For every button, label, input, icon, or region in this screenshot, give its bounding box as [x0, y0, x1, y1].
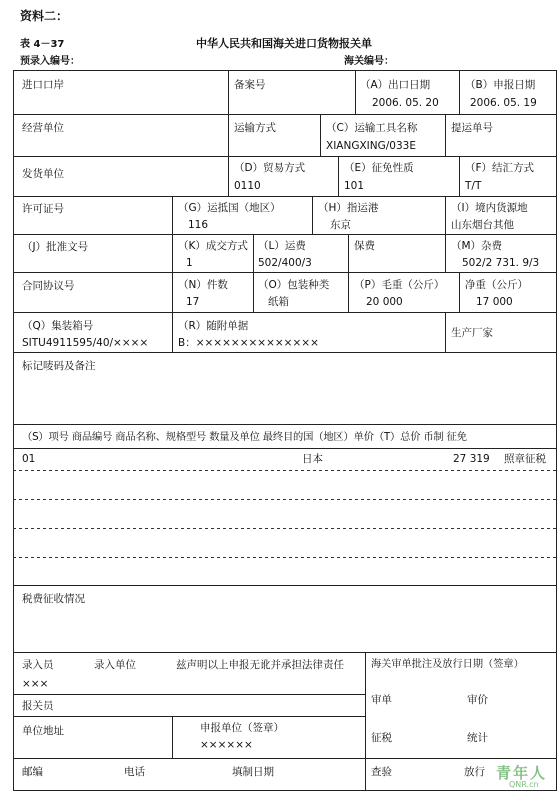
statistics-label: 统计 — [467, 732, 488, 744]
watermark-logo: 青年人 — [496, 764, 548, 782]
record-number-label: 备案号 — [234, 79, 266, 91]
net-weight-label: 净重（公斤） — [465, 279, 528, 291]
export-date-label: （A）出口日期 — [360, 79, 431, 91]
form-title: 中华人民共和国海关进口货物报关单 — [196, 37, 372, 50]
postcode-label: 邮编 — [22, 766, 43, 778]
destination-port-value: 东京 — [330, 219, 351, 231]
gross-weight-value: 20 000 — [366, 296, 403, 308]
declare-date-label: （B）申报日期 — [465, 79, 536, 91]
fill-date-label: 填制日期 — [232, 766, 274, 778]
declaration-statement: 兹声明以上申报无讹并承担法律责任 — [176, 659, 344, 671]
marks-remarks-label: 标记唛码及备注 — [22, 360, 96, 372]
consignee-unit-label: 发货单位 — [22, 168, 64, 180]
net-weight-value: 17 000 — [476, 296, 513, 308]
customs-number-label: 海关编号： — [344, 56, 394, 67]
goods-table-header: （S）项号 商品编号 商品名称、规格型号 数量及单位 最终目的国（地区）单价（T）总价 币制 征免 — [22, 431, 467, 443]
entry-person-label: 录入员 — [22, 659, 54, 671]
goods-source-value: 山东烟台其他 — [451, 219, 514, 231]
business-unit-label: 经营单位 — [22, 122, 64, 134]
container-number-label: （Q）集装箱号 — [22, 320, 94, 332]
transport-mode-label: 运输方式 — [234, 122, 276, 134]
destination-country-value: 116 — [188, 219, 209, 231]
attached-docs-value: B：×××××××××××××× — [178, 337, 319, 349]
release-label: 放行 — [464, 766, 485, 778]
destination-country-label: （G）运抵国（地区） — [178, 202, 281, 214]
misc-fee-label: （M）杂费 — [451, 240, 503, 252]
declare-unit-mask: ×××××× — [200, 739, 253, 751]
container-number-value: SITU4911595/40/×××× — [22, 337, 149, 349]
inspection-label: 查验 — [371, 766, 392, 778]
package-type-value: 纸箱 — [268, 296, 289, 308]
goods-item-number: 01 — [22, 453, 36, 465]
insurance-label: 保费 — [354, 240, 375, 252]
trade-mode-value: 0110 — [234, 180, 261, 192]
goods-destination-country: 日本 — [302, 453, 323, 465]
entry-unit-label: 录入单位 — [94, 659, 136, 671]
phone-label: 电话 — [124, 766, 145, 778]
tax-levy-label: 征税 — [371, 732, 392, 744]
vessel-name-value: XIANGXING/033E — [326, 140, 416, 152]
gross-weight-label: （P）毛重（公斤） — [354, 279, 445, 291]
section-heading: 资料二： — [20, 9, 69, 23]
contract-number-label: 合同协议号 — [22, 280, 75, 292]
customs-approval-label: 海关审单批注及放行日期（签章） — [371, 659, 524, 670]
transaction-terms-value: 1 — [186, 257, 193, 269]
goods-levy-mode: 照章征税 — [504, 453, 546, 465]
license-number-label: 许可证号 — [22, 203, 64, 215]
manufacturer-label: 生产厂家 — [451, 327, 493, 339]
misc-fee-value: 502/2 731. 9/3 — [462, 257, 540, 269]
vessel-name-label: （C）运输工具名称 — [326, 122, 418, 134]
declare-unit-label: 申报单位（签章） — [200, 722, 284, 734]
levy-nature-label: （E）征免性质 — [344, 162, 414, 174]
trade-mode-label: （D）贸易方式 — [234, 162, 306, 174]
bill-number-label: 提运单号 — [451, 122, 493, 134]
attached-docs-label: （R）随附单据 — [178, 320, 249, 332]
table-number: 表 4－37 — [20, 39, 65, 50]
unit-address-label: 单位地址 — [22, 725, 64, 737]
declarant-label: 报关员 — [22, 700, 54, 712]
tax-collection-label: 税费征收情况 — [22, 593, 85, 605]
settlement-value: T/T — [465, 180, 482, 192]
declare-date-value: 2006. 05. 19 — [470, 97, 537, 109]
transaction-terms-label: （K）成交方式 — [178, 240, 248, 252]
watermark-domain: QNR.cn — [509, 780, 539, 789]
preentry-number-label: 预录入编号： — [20, 56, 80, 67]
settlement-label: （F）结汇方式 — [465, 162, 535, 174]
levy-nature-value: 101 — [344, 180, 365, 192]
document-review-label: 审单 — [371, 694, 392, 706]
goods-total-price: 27 319 — [453, 453, 490, 465]
freight-value: 502/400/3 — [258, 257, 312, 269]
price-review-label: 审价 — [467, 694, 488, 706]
destination-port-label: （H）指运港 — [318, 202, 379, 214]
package-type-label: （O）包装种类 — [258, 279, 330, 291]
import-port-label: 进口口岸 — [22, 79, 64, 91]
export-date-value: 2006. 05. 20 — [372, 97, 439, 109]
pieces-value: 17 — [186, 296, 200, 308]
approval-number-label: （J）批准文号 — [22, 241, 89, 253]
goods-source-label: （I）境内货源地 — [451, 202, 528, 214]
pieces-label: （N）件数 — [178, 279, 228, 291]
entry-person-mask: ××× — [22, 678, 49, 690]
freight-label: （L）运费 — [258, 240, 306, 252]
